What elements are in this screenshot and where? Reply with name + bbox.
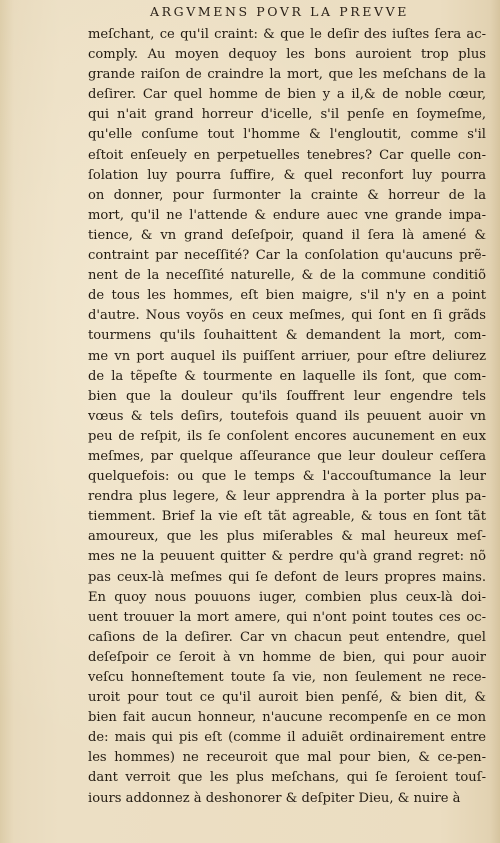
text-line: de la tẽpeſte & tourmente en laquelle ils ſont, que com- [88, 368, 486, 384]
text-line: les hommes) ne receuroit que mal pour bien, & ce-pen- [88, 750, 486, 766]
text-line: on donner, pour ſurmonter la crainte & horreur de la [88, 187, 486, 203]
text-line: grande raiſon de craindre la mort, que les meſchans de la [88, 67, 486, 83]
text-line: uent trouuer la mort amere, qui n'ont point toutes ces oc- [88, 609, 486, 625]
text-line: tience, & vn grand deſeſpoir, quand il ſera là amené & [88, 227, 486, 243]
text-line: bien que la douleur qu'ils ſouffrent leur engendre tels [88, 388, 486, 404]
text-line: En quoy nous pouuons iuger, combien plus ceux-là doi- [88, 589, 486, 605]
text-line: d'autre. Nous voyõs en ceux meſmes, qui ſont en ſi grãds [88, 308, 486, 324]
text-line: de: mais qui pis eſt (comme il aduiẽt ordinairement entre [88, 730, 486, 746]
text-line: vœus & tels deſirs, toutefois quand ils peuuent auoir vn [88, 408, 486, 424]
text-line: qui n'ait grand horreur d'icelle, s'il penſe en ſoymeſme, [88, 107, 486, 123]
text-line: rendra plus legere, & leur apprendra à la porter plus pa- [88, 489, 486, 505]
text-line: comply. Au moyen dequoy les bons auroient trop plus [88, 47, 486, 63]
text-line: de tous les hommes, eſt bien maigre, s'il n'y en a point [88, 288, 486, 304]
text-line: tourmens qu'ils ſouhaittent & demandent la mort, com- [88, 328, 486, 344]
text-line: ſolation luy pourra ſuffire, & quel reconfort luy pourra [88, 167, 486, 183]
text-line: mes ne la peuuent quitter & perdre qu'à grand regret: nõ [88, 549, 486, 565]
text-line: bien fait aucun honneur, n'aucune recompenſe en ce mon [88, 710, 486, 726]
body-text [88, 25, 486, 809]
text-line: amoureux, que les plus miſerables & mal heureux meſ- [88, 529, 486, 545]
text-line: deſirer. Car quel homme de bien y a il,& de noble cœur, [88, 87, 486, 103]
text-line: veſcu honneſtement toute ſa vie, non ſeulement ne rece- [88, 670, 486, 685]
text-line: mort, qu'il ne l'attende & endure auec vne grande impa- [88, 207, 486, 223]
text-line: eſtoit enſeuely en perpetuelles tenebres? Car quelle con- [88, 147, 486, 163]
text-line: meſmes, par quelque aſſeurance que leur douleur ceſſera [88, 448, 486, 464]
text-line: deſeſpoir ce ſeroit à vn homme de bien, qui pour auoir [88, 649, 486, 665]
text-line: meſchant, ce qu'il craint: & que le deſir des iuſtes ſera ac- [88, 27, 486, 42]
text-line: quelquefois: ou que le temps & l'accouſtumance la leur [88, 469, 486, 485]
running-head: ARGVMENS POVR LA PREVVE [150, 4, 409, 19]
text-line: dant verroit que les plus meſchans, qui ſe ſeroient touſ- [88, 770, 486, 786]
text-line: iours addonnez à deshonorer & deſpiter Dieu, & nuire à [88, 790, 461, 806]
text-line: tiemment. Brief la vie eſt tãt agreable, & tous en ſont tãt [88, 509, 486, 525]
text-line: contraint par neceſſité? Car la conſolation qu'aucuns prẽ- [88, 248, 486, 264]
text-line: me vn port auquel ils puiſſent arriuer, pour eſtre deliurez [88, 348, 486, 364]
text-line: nent de la neceſſité naturelle, & de la commune conditiõ [88, 268, 486, 284]
text-line: caſions de la deſirer. Car vn chacun peut entendre, quel [88, 629, 486, 645]
text-line: uroit pour tout ce qu'il auroit bien penſé, & bien dit, & [88, 690, 486, 706]
text-line: peu de reſpit, ils ſe conſolent encores aucunement en eux [88, 428, 486, 444]
text-line: qu'elle conſume tout l'homme & l'engloutit, comme s'il [88, 127, 486, 143]
text-line: pas ceux-là meſmes qui ſe defont de leurs propres mains. [88, 569, 486, 585]
